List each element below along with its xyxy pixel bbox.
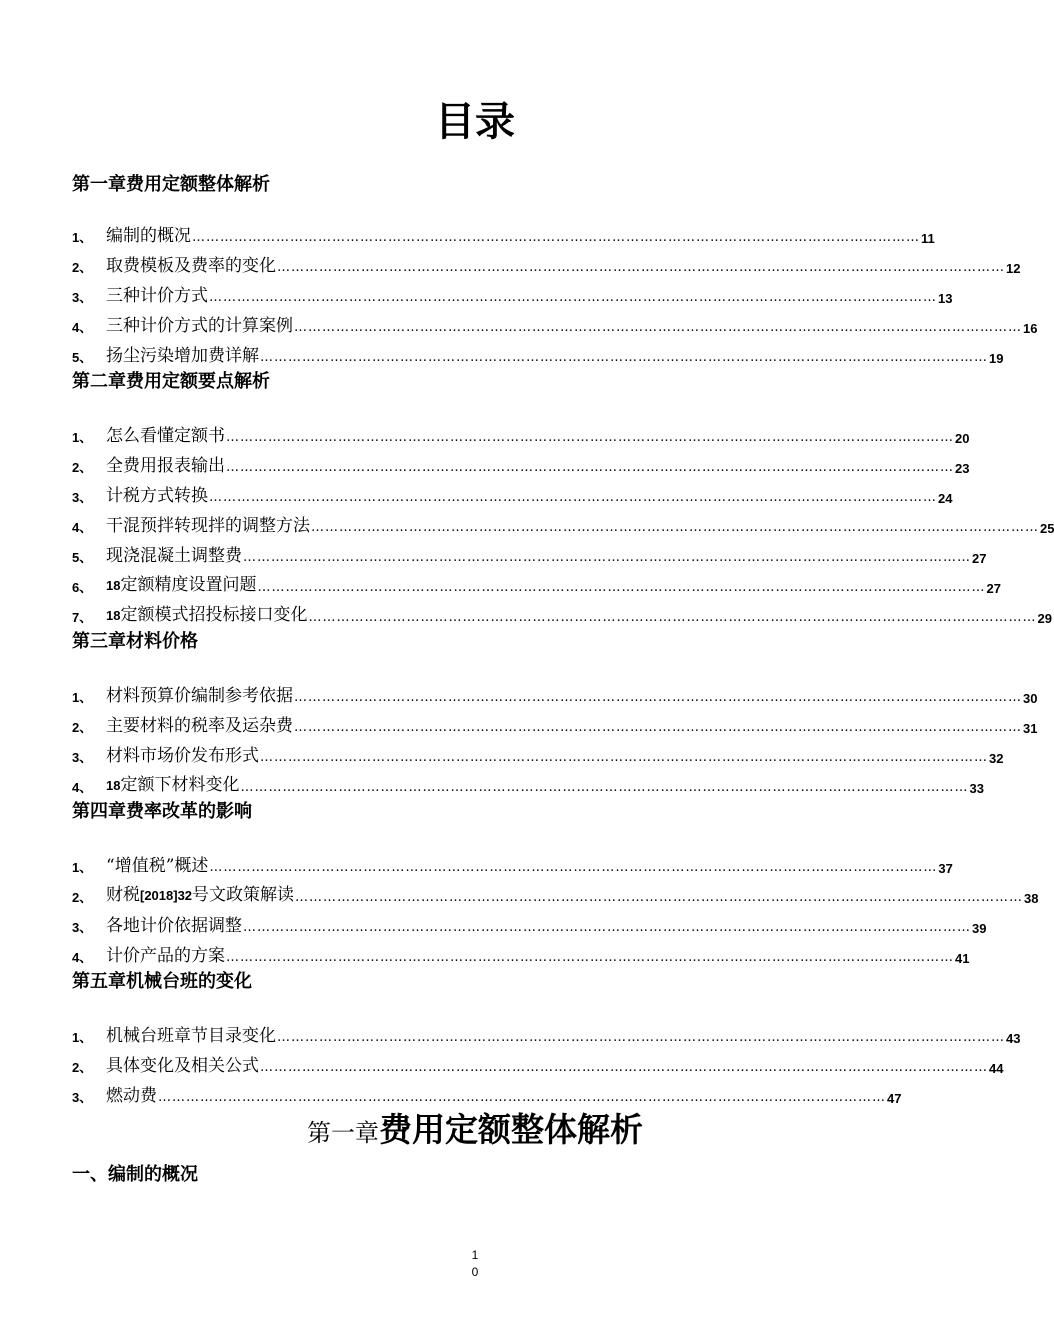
page-number-line-2: 0 [471, 1265, 479, 1279]
toc-entry-number: 1、 [72, 860, 93, 875]
leader-dots: ………………………………………………………………………………………………………………………………………… [226, 430, 954, 445]
toc-entry-label: 计价产品的方案 [106, 946, 225, 966]
toc-entry-label: 干混预拌转现拌的调整方法 [106, 516, 310, 536]
toc-entry-number: 4、 [72, 950, 93, 965]
toc-entry-label: 扬尘污染增加费详解 [106, 346, 259, 366]
leader-dots: ………………………………………………………………………………………………………………………………………… [277, 260, 1005, 275]
toc-entry-page: 31 [1023, 721, 1038, 736]
toc-entry[interactable] [72, 882, 1039, 908]
leader-dots: ………………………………………………………………………………………………………………………………………… [260, 350, 988, 365]
toc-entry-page: 33 [969, 781, 984, 796]
toc-entry-page: 27 [972, 551, 987, 566]
toc-entry-page: 25 [1040, 521, 1054, 536]
toc-entry[interactable] [72, 852, 953, 878]
leader-dots: ………………………………………………………………………………………………………………………………………… [209, 290, 937, 305]
toc-entry-label-prefix: 18 [106, 608, 121, 623]
toc-entry[interactable] [72, 1052, 1004, 1078]
section-heading: 一、编制的概况 [72, 1164, 198, 1185]
toc-entry-label: 三种计价方式的计算案例 [106, 316, 293, 336]
leader-dots: ………………………………………………………………………………………………………………………………………… [209, 860, 938, 875]
page-number-line-1: 1 [471, 1248, 479, 1262]
toc-entry-label-prefix: 18 [106, 578, 121, 593]
toc-entry-number: 3、 [72, 290, 93, 305]
toc-entry[interactable] [72, 482, 953, 508]
toc-entry-number: 2、 [72, 460, 93, 475]
toc-entry[interactable] [72, 452, 970, 478]
toc-entry-page: 41 [955, 951, 970, 966]
toc-entry-page: 12 [1006, 261, 1021, 276]
toc-entry[interactable] [72, 512, 1054, 538]
toc-entry-number: 2、 [72, 260, 93, 275]
toc-entry-number: 5、 [72, 550, 93, 565]
toc-entry[interactable] [72, 942, 970, 968]
toc-entry-number: 1、 [72, 690, 93, 705]
toc-entry-page: 32 [989, 751, 1004, 766]
toc-entry-number: 3、 [72, 750, 93, 765]
toc-entry[interactable] [72, 422, 970, 448]
toc-entry[interactable] [72, 252, 1021, 278]
toc-entry-number: 1、 [72, 1030, 93, 1045]
toc-chapter-5: 第五章机械台班的变化 [72, 971, 252, 992]
leader-dots: ………………………………………………………………………………………………………………………………………… [294, 320, 1022, 335]
toc-entry-label-text: 定额精度设置问题 [120, 575, 257, 595]
toc-entry-label-text: 财税 [106, 885, 140, 905]
leader-dots: ………………………………………………………………………………………………………………………………………… [311, 520, 1039, 535]
toc-entry-page: 37 [938, 861, 953, 876]
toc-chapter-3: 第三章材料价格 [72, 631, 198, 652]
leader-dots: ………………………………………………………………………………………………………………………………………… [260, 1060, 988, 1075]
toc-entry-label-text: 定额模式招投标接口变化 [120, 605, 308, 625]
toc-entry-number: 5、 [72, 350, 93, 365]
chapter-heading-prefix: 第一章 [307, 1119, 379, 1147]
leader-dots: ………………………………………………………………………………………………………………………………………… [294, 690, 1022, 705]
toc-entry-page: 44 [989, 1061, 1004, 1076]
toc-entry-page: 39 [972, 921, 987, 936]
toc-entry[interactable] [72, 312, 1038, 338]
toc-entry-label: 具体变化及相关公式 [106, 1056, 259, 1076]
toc-entry-page: 16 [1023, 321, 1038, 336]
leader-dots: ………………………………………………………………………………………………………………………………………… [294, 720, 1022, 735]
toc-entry-label: 三种计价方式 [106, 286, 208, 306]
toc-entry-label: “增值税”概述 [106, 856, 209, 876]
toc-entry-label: 全费用报表输出 [106, 456, 225, 476]
leader-dots: ………………………………………………………………………………………………………………………………………… [243, 550, 971, 565]
toc-entry-page: 23 [955, 461, 970, 476]
toc-entry-label: 编制的概况 [106, 226, 191, 246]
toc-entry-page: 20 [955, 431, 970, 446]
toc-entry[interactable] [72, 572, 1001, 598]
toc-entry-number: 1、 [72, 430, 93, 445]
toc-entry-label: 怎么看懂定额书 [106, 426, 225, 446]
toc-entry-label: 各地计价依据调整 [106, 916, 242, 936]
leader-dots: ………………………………………………………………………………………………………………………………………… [260, 750, 988, 765]
toc-entry[interactable] [72, 912, 987, 938]
leader-dots: ………………………………………………………………………………………………………………………………………… [209, 490, 937, 505]
toc-entry-number: 3、 [72, 920, 93, 935]
leader-dots: ………………………………………………………………………………………………………………………………………… [158, 1090, 886, 1105]
toc-entry-label [106, 603, 307, 628]
toc-entry-number: 7、 [72, 610, 93, 625]
toc-entry[interactable] [72, 772, 984, 798]
toc-entry[interactable] [72, 542, 987, 568]
toc-entry-page: 11 [921, 231, 935, 246]
leader-dots: ………………………………………………………………………………………………………………………………………… [277, 1030, 1005, 1045]
toc-entry-page: 27 [986, 581, 1001, 596]
leader-dots: ………………………………………………………………………………………………………………………………………… [192, 230, 920, 245]
page-number [0, 1247, 950, 1281]
toc-entry-page: 30 [1023, 691, 1038, 706]
toc-entry-label [106, 883, 294, 908]
leader-dots: ………………………………………………………………………………………………………………………………………… [226, 950, 954, 965]
toc-entry-label-prefix: 18 [106, 778, 121, 793]
leader-dots: ………………………………………………………………………………………………………………………………………… [226, 460, 954, 475]
toc-entry-number: 2、 [72, 1060, 93, 1075]
toc-entry[interactable] [72, 742, 1004, 768]
toc-entry-number: 3、 [72, 490, 93, 505]
toc-entry-number: 4、 [72, 520, 93, 535]
toc-entry[interactable] [72, 682, 1038, 708]
toc-chapter-4: 第四章费率改革的影响 [72, 801, 252, 822]
toc-entry-number: 4、 [72, 780, 93, 795]
toc-entry-page: 38 [1024, 891, 1039, 906]
chapter-heading [0, 1104, 950, 1151]
toc-entry-page: 24 [938, 491, 953, 506]
toc-entry-page: 43 [1006, 1031, 1021, 1046]
toc-entry-label-code: [2018]32 [140, 888, 193, 903]
leader-dots: ………………………………………………………………………………………………………………………………………… [308, 610, 1037, 625]
toc-entry-label: 计税方式转换 [106, 486, 208, 506]
toc-entry-label: 取费模板及费率的变化 [106, 256, 276, 276]
leader-dots: ………………………………………………………………………………………………………………………………………… [243, 920, 971, 935]
toc-entry[interactable] [72, 282, 953, 308]
toc-entry[interactable] [72, 712, 1038, 738]
toc-chapter-1: 第一章费用定额整体解析 [72, 174, 270, 195]
toc-entry-number: 6、 [72, 580, 93, 595]
toc-entry-label-text: 定额下材料变化 [120, 775, 240, 795]
toc-entry[interactable] [72, 342, 1004, 368]
toc-entry[interactable] [72, 602, 1052, 628]
leader-dots: ………………………………………………………………………………………………………………………………………… [240, 780, 969, 795]
leader-dots: ………………………………………………………………………………………………………………………………………… [257, 580, 986, 595]
toc-entry-page: 19 [989, 351, 1004, 366]
toc-chapter-2: 第二章费用定额要点解析 [72, 371, 270, 392]
leader-dots: ………………………………………………………………………………………………………………………………………… [295, 890, 1024, 905]
toc-title: 目录 [435, 99, 515, 145]
toc-entry-label: 燃动费 [106, 1086, 157, 1106]
toc-entry-label: 主要材料的税率及运杂费 [106, 716, 293, 736]
toc-entry-page: 13 [938, 291, 953, 306]
toc-entry-label-text: 号文政策解读 [192, 885, 295, 905]
toc-entry-label: 材料预算价编制参考依据 [106, 686, 293, 706]
toc-entry-number: 4、 [72, 320, 93, 335]
toc-entry-page: 47 [887, 1091, 902, 1106]
chapter-heading-title: 费用定额整体解析 [379, 1110, 643, 1149]
toc-entry-number: 1、 [72, 230, 93, 245]
toc-entry-number: 2、 [72, 720, 93, 735]
toc-entry-label: 机械台班章节目录变化 [106, 1026, 276, 1046]
toc-entry-label [106, 573, 256, 598]
toc-entry-number: 3、 [72, 1090, 93, 1105]
toc-entry-page: 29 [1037, 611, 1052, 626]
toc-entry[interactable] [72, 1022, 1021, 1048]
toc-entry-label [106, 773, 239, 798]
toc-entry-label: 材料市场价发布形式 [106, 746, 259, 766]
toc-entry-label: 现浇混凝土调整费 [106, 546, 242, 566]
toc-entry-number: 2、 [72, 890, 93, 905]
toc-entry[interactable] [72, 222, 935, 248]
